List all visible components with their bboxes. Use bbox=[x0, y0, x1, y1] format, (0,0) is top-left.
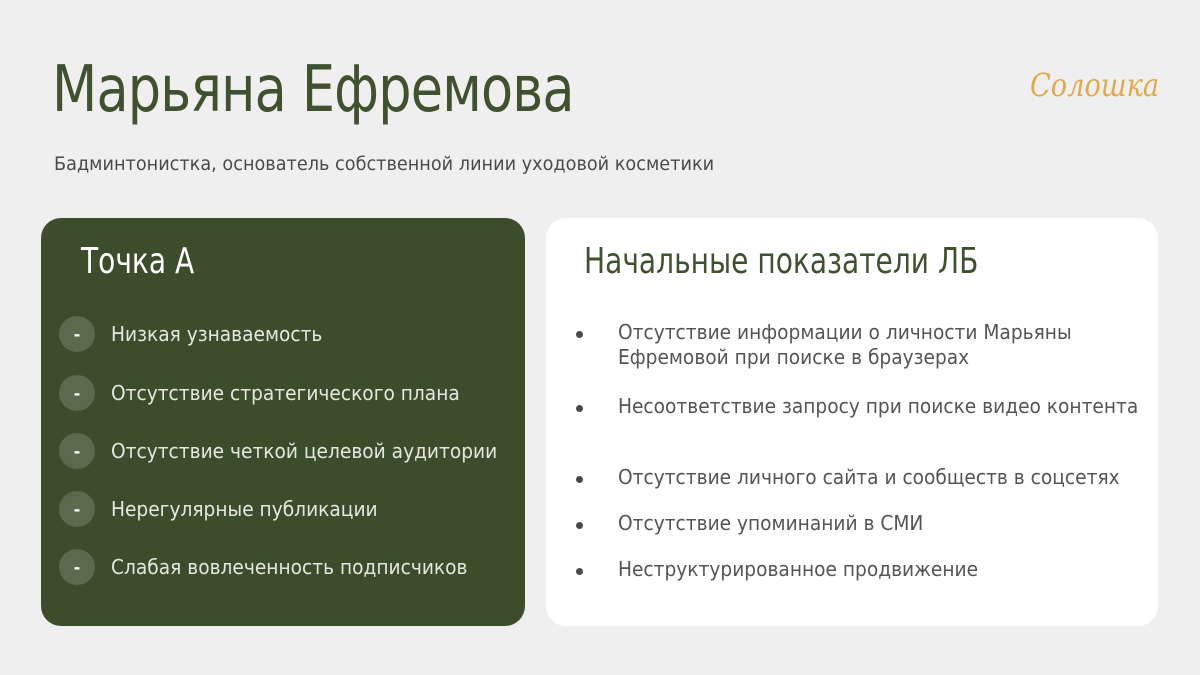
point-a-card bbox=[41, 218, 525, 626]
point-a-item bbox=[59, 433, 526, 469]
point-a-item bbox=[59, 316, 338, 352]
brand-logo: Солошка bbox=[1030, 66, 1160, 104]
page-subtitle: Бадминтонистка, основатель собственной линии уходовой косметики bbox=[54, 153, 715, 175]
metrics-item-text: Неструктурированное продвижение bbox=[618, 557, 979, 581]
point-a-title: Точка А bbox=[81, 241, 195, 282]
initial-metrics-card bbox=[546, 218, 1158, 626]
point-a-item-text: Нерегулярные публикации bbox=[111, 497, 378, 521]
point-a-item-text: Слабая вовлеченность подписчиков bbox=[111, 555, 468, 579]
page-title: Марьяна Ефремова bbox=[52, 53, 574, 127]
initial-metrics-title: Начальные показатели ЛБ bbox=[584, 241, 979, 282]
metrics-item-text: Отсутствие информации о личности Марьяны Ефремовой при поиске в браузерах bbox=[618, 320, 1072, 369]
point-a-item-text: Отсутствие четкой целевой аудитории bbox=[111, 439, 498, 463]
dash-bullet-icon: - bbox=[59, 433, 95, 469]
point-a-item-text: Низкая узнаваемость bbox=[111, 322, 323, 346]
bullet-dot-icon bbox=[576, 522, 583, 529]
point-a-item bbox=[59, 375, 486, 411]
metrics-item-text: Отсутствие личного сайта и сообществ в соцсетях bbox=[618, 465, 1120, 489]
bullet-dot-icon bbox=[576, 568, 583, 575]
dash-bullet-icon: - bbox=[59, 316, 95, 352]
dash-bullet-icon: - bbox=[59, 549, 95, 585]
point-a-item bbox=[59, 549, 494, 585]
bullet-dot-icon bbox=[576, 405, 583, 412]
metrics-item-text: Отсутствие упоминаний в СМИ bbox=[618, 511, 924, 535]
dash-bullet-icon: - bbox=[59, 375, 95, 411]
dash-bullet-icon: - bbox=[59, 491, 95, 527]
point-a-item bbox=[59, 491, 398, 527]
bullet-dot-icon bbox=[576, 331, 583, 338]
metrics-item-text: Несоответствие запросу при поиске видео контента bbox=[618, 394, 1139, 418]
point-a-item-text: Отсутствие стратегического плана bbox=[111, 381, 460, 405]
bullet-dot-icon bbox=[576, 476, 583, 483]
